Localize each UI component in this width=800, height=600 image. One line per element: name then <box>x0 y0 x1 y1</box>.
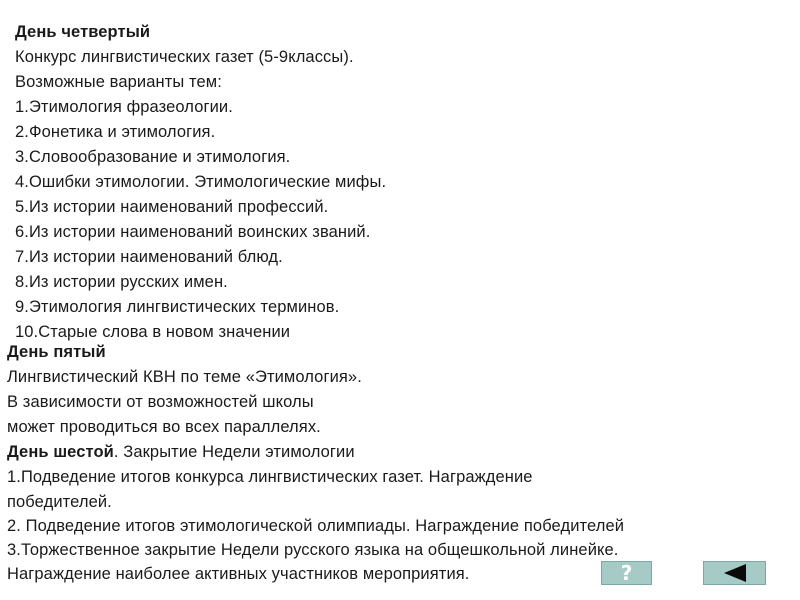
day4-topic-item: 10.Старые слова в новом значении <box>15 323 291 341</box>
day5-line: Лингвистический КВН по теме «Этимология». <box>7 368 362 386</box>
day4-topic-item: 7.Из истории наименований блюд. <box>15 248 283 266</box>
day4-topic-item: 6.Из истории наименований воинских званий. <box>15 223 371 241</box>
help-button[interactable] <box>601 561 652 585</box>
day6-line: победителей. <box>7 493 112 511</box>
day6-line: 3.Торжественное закрытие Недели русского языка на общешкольной линейке. <box>7 541 619 559</box>
day5-title: День пятый <box>7 343 106 361</box>
day4-line: Конкурс лингвистических газет (5-9классы). <box>15 48 354 66</box>
day6-line: 1.Подведение итогов конкурса лингвистических газет. Награждение <box>7 468 533 486</box>
day6-heading <box>7 442 355 462</box>
day5-line: может проводиться во всех параллелях. <box>7 418 321 436</box>
day4-topic-item: 9.Этимология лингвистических терминов. <box>15 298 340 316</box>
day6-title: День шестой <box>7 443 114 461</box>
day6-line: Награждение наиболее активных участников мероприятия. <box>7 565 470 583</box>
day4-topic-item: 5.Из истории наименований профессий. <box>15 198 329 216</box>
day6-title-suffix: . Закрытие Недели этимологии <box>113 443 355 461</box>
day4-title: День четвертый <box>15 23 151 41</box>
day4-line: Возможные варианты тем: <box>15 73 222 91</box>
day6-line: 2. Подведение итогов этимологической олимпиады. Награждение победителей <box>7 517 625 535</box>
day4-topic-item: 8.Из истории русских имен. <box>15 273 228 291</box>
back-button[interactable] <box>703 561 766 585</box>
day4-topic-item: 3.Словообразование и этимология. <box>15 148 291 166</box>
day4-topic-item: 2.Фонетика и этимология. <box>15 123 216 141</box>
back-arrow-icon <box>724 564 746 582</box>
question-mark-icon: ? <box>620 561 633 585</box>
day4-topic-item: 4.Ошибки этимологии. Этимологические мифы. <box>15 173 387 191</box>
day5-line: В зависимости от возможностей школы <box>7 393 314 411</box>
day4-topic-item: 1.Этимология фразеологии. <box>15 98 233 116</box>
